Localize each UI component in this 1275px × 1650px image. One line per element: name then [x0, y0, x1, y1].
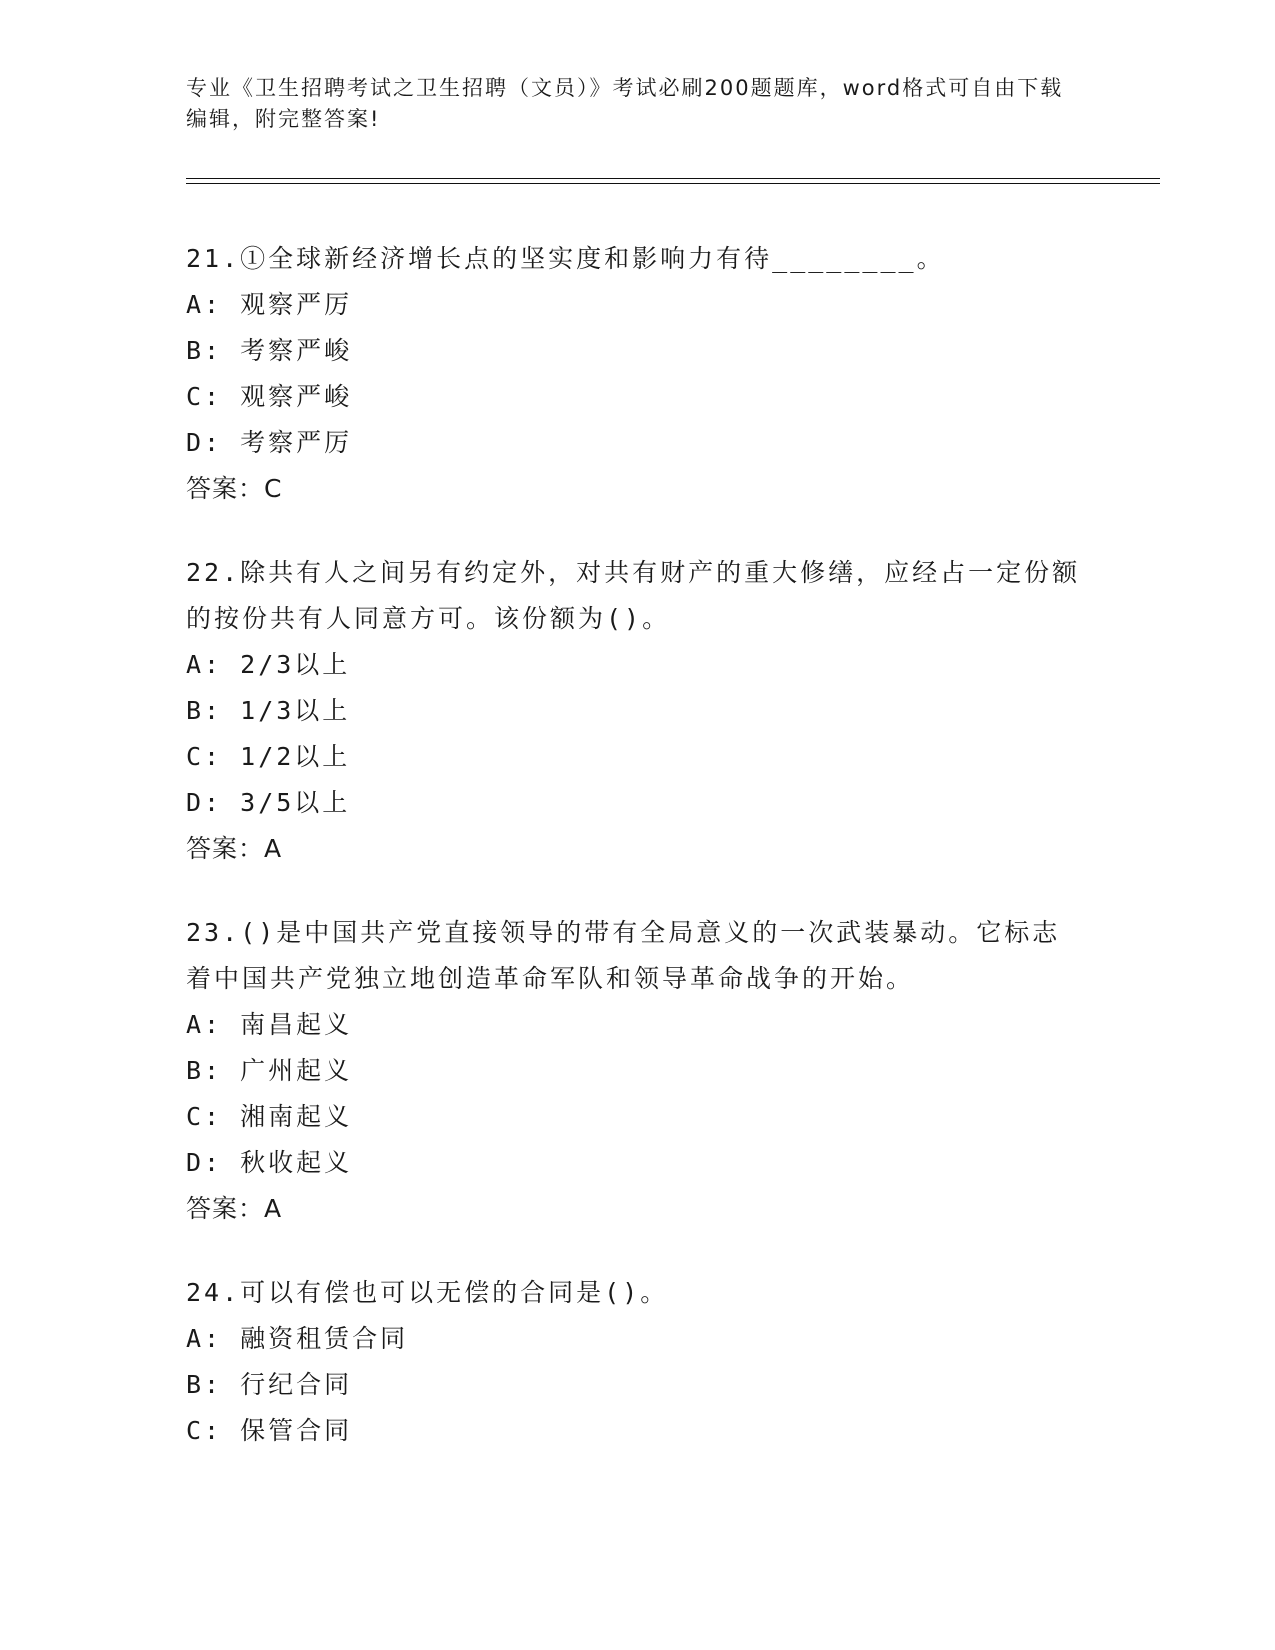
question-stem: 22.除共有人之间另有约定外，对共有财产的重大修缮，应经占一定份额的按份共有人同意方可。该份额为()。	[186, 558, 1081, 633]
header-divider-bottom	[186, 183, 1160, 184]
option-c: C: 湘南起义	[186, 1102, 353, 1131]
option-b: B: 1/3以上	[186, 696, 351, 725]
option-b: B: 行纪合同	[186, 1370, 353, 1399]
document-header: 专业《卫生招聘考试之卫生招聘（文员）》考试必刷200题题库，word格式可自由下载编辑，附完整答案!	[186, 76, 1064, 131]
option-d: D: 秋收起义	[186, 1148, 353, 1177]
question-stem: 21.①全球新经济增长点的坚实度和影响力有待________。	[186, 244, 945, 273]
option-a: A: 融资租赁合同	[186, 1324, 409, 1353]
option-c: C: 观察严峻	[186, 382, 353, 411]
option-d: D: 考察严厉	[186, 428, 353, 457]
option-a: A: 2/3以上	[186, 650, 351, 679]
option-b: B: 广州起义	[186, 1056, 353, 1085]
header-divider-top	[186, 178, 1160, 179]
document-page	[186, 0, 1146, 1650]
option-a: A: 南昌起义	[186, 1010, 353, 1039]
question-21	[186, 236, 1086, 512]
question-stem: 24.可以有偿也可以无偿的合同是()。	[186, 1278, 669, 1307]
question-23	[186, 910, 1086, 1232]
question-22	[186, 550, 1086, 872]
option-c: C: 1/2以上	[186, 742, 351, 771]
question-list	[186, 236, 1086, 1492]
answer-line: 答案：A	[186, 1194, 283, 1223]
option-c: C: 保管合同	[186, 1416, 353, 1445]
option-d: D: 3/5以上	[186, 788, 351, 817]
answer-line: 答案：A	[186, 834, 283, 863]
answer-line: 答案：C	[186, 474, 283, 503]
question-stem: 23.()是中国共产党直接领导的带有全局意义的一次武装暴动。它标志着中国共产党独立地创造革命军队和领导革命战争的开始。	[186, 918, 1061, 993]
option-b: B: 考察严峻	[186, 336, 353, 365]
question-24	[186, 1270, 1086, 1454]
option-a: A: 观察严厉	[186, 290, 353, 319]
